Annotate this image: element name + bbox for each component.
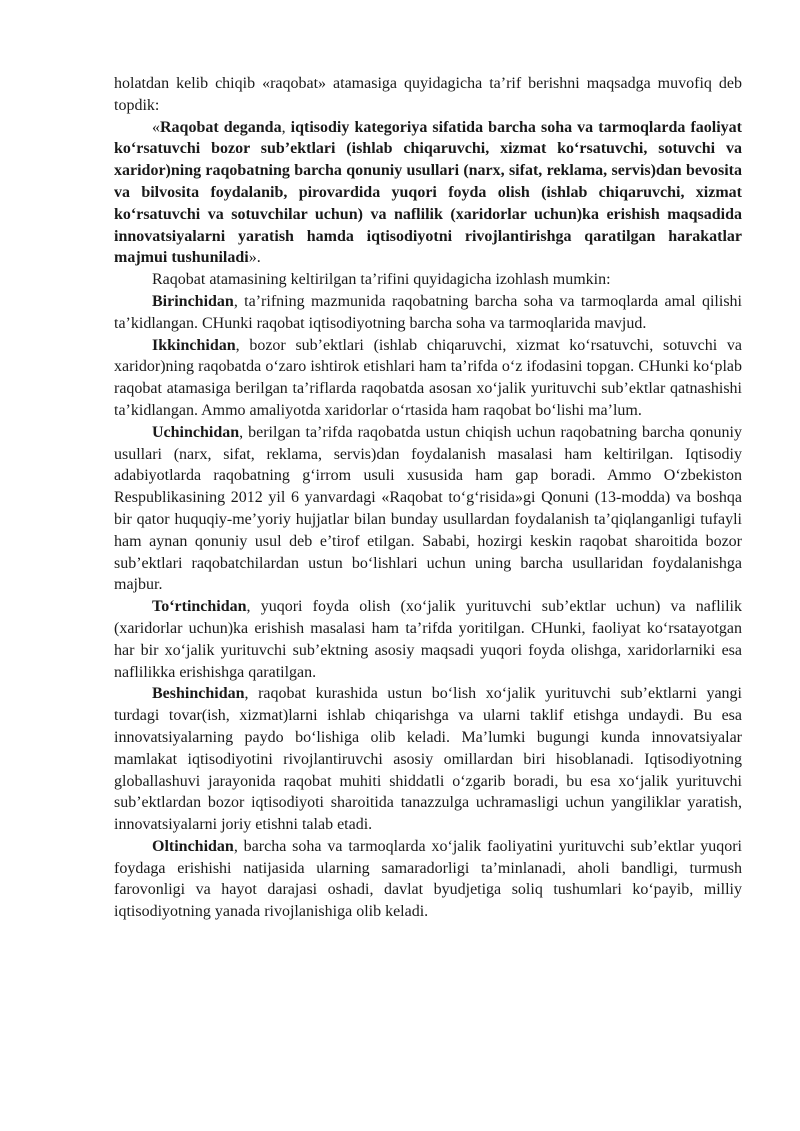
paragraph-text: , bozor sub’ektlari (ishlab chiqaruvchi, xizmat ko‘rsatuvchi, sotuvchi va xaridor)ning raqobatda o‘zaro ishtirok etishlari ham ta’rifda o‘z ifodasini topgan. CHunki ko‘plab raqobat atamasiga berilgan ta’riflarda raqobatda asosan xo‘jalik yurituvchi sub’ektlar qatnashishi ta’kidlangan. Ammo amaliyotda xaridorlar o‘rtasida ham raqobat bo‘lishi ma’lum. xyxy=(114,336,742,419)
paragraph-text: , raqobat kurashida ustun bo‘lish xo‘jalik yurituvchi sub’ektlarni yangi turdagi tovar(ish, xizmat)larni ishlab chiqarishga va ularni taklif etishga undaydi. Bu esa innovatsiyalarning paydo bo‘lishiga olib keladi. Ma’lumki bugungi kunda innovatsiyalar mamlakat iqtisodiyotini rivojlantiruvchi asosiy omillardan biri hisoblanadi. Iqtisodiyotning globallashuvi jarayonida raqobat muhiti shiddatli o‘zgarib boradi, bu esa xo‘jalik yurituvchi sub’ektlardan bozor iqtisodiyoti sharoitida tanazzulga uchramasligi uchun yangiliklar yaratish, innovatsiyalarni joriy etishni talab etadi. xyxy=(114,685,742,834)
paragraph-third xyxy=(114,422,742,596)
definition-body: iqtisodiy kategoriya sifatida barcha soha va tarmoqlarda faoliyat ko‘rsatuvchi bozor sub’ektlari (ishlab chiqaruvchi, xizmat ko‘rsatuvchi, sotuvchi va xaridor)ning raqobatning barcha qonuniy usullari (narx, sifat, reklama, servis)dan bevosita va bilvosita foydalanib, pirovardida yuqori foyda olish (ishlab chiqaruvchi, xizmat ko‘rsatuvchi va sotuvchilar uchun) va naflilik (xaridorlar uchun)ka erishish maqsadida innovatsiyalarni yaratish hamda iqtisodiyotni rivojlantirishga qaratilgan harakatlar majmui tushuniladi xyxy=(114,118,743,267)
paragraph-text: , barcha soha va tarmoqlarda xo‘jalik faoliyatini yurituvchi sub’ektlar yuqori foydaga erishishi natijasida ularning samaradorligi ta’minlanadi, aholi bandligi, turmush farovonligi va hayot darajasi oshadi, davlat byudjetiga soliq tushumlari ko‘payib, milliy iqtisodiyotning yanada rivojlanishiga olib keladi. xyxy=(114,837,742,921)
paragraph-second xyxy=(114,335,742,422)
paragraph-text: , berilgan ta’rifda raqobatda ustun chiqish uchun raqobatning barcha qonuniy usullari (narx, sifat, reklama, servis)dan foydalanish masalasi ham keltirilgan. Iqtisodiy adabiyotlarda raqobatning g‘irrom usuli xususida ham gap boradi. Ammo O‘zbekiston Respublikasining 2012 yil 6 yanvardagi «Raqobat to‘g‘risida»gi Qonuni (13-modda) va boshqa bir qator huquqiy-me’yoriy hujjatlar bilan bunday usullardan foydalanish ta’qiqlanganligi tufayli ham aynan qonuniy usul deb e’tirof etilgan. Sababi, hozirgi keskin raqobat sharoitida bozor sub’ektlari raqobatchilardan ustun bo‘lishlari uchun uning barcha usullaridan foydalanishga majbur. xyxy=(114,423,742,594)
paragraph-explanation-intro xyxy=(114,269,742,291)
paragraph-lead-word: Beshinchidan xyxy=(152,685,245,703)
definition-comma: , xyxy=(281,118,291,136)
paragraph-definition xyxy=(114,117,742,270)
paragraph-text: Raqobat atamasining keltirilgan ta’rifini quyidagicha izohlash mumkin: xyxy=(152,271,611,289)
paragraph-lead-word: Oltinchidan xyxy=(152,837,234,855)
paragraph-sixth xyxy=(114,836,742,923)
paragraph-text: , ta’rifning mazmunida raqobatning barcha soha va tarmoqlarda amal qilishi ta’kidlangan. CHunki raqobat iqtisodiyotning barcha soha va tarmoqlarida mavjud. xyxy=(114,292,742,332)
paragraph-lead-word: Ikkinchidan xyxy=(152,336,236,354)
paragraph-lead-word: To‘rtinchidan xyxy=(152,598,247,616)
definition-open-quote: « xyxy=(152,118,160,136)
paragraph-text: , yuqori foyda olish (xo‘jalik yurituvchi sub’ektlar uchun) va naflilik (xaridorlar uchun)ka erishish masalasi ham ta’rifda yoritilgan. CHunki, faoliyat ko‘rsatayotgan har bir xo‘jalik yurituvchi sub’ektning asosiy maqsadi yuqori foyda olishga, xaridorlarniki esa naflilikka erishishga qaratilgan. xyxy=(114,598,742,681)
definition-term: Raqobat deganda xyxy=(160,118,282,136)
document-page xyxy=(114,73,742,923)
paragraph-lead-word: Uchinchidan xyxy=(152,423,240,441)
paragraph-intro xyxy=(114,73,742,117)
paragraph-fifth xyxy=(114,683,742,836)
definition-close-quote: ». xyxy=(248,249,261,267)
paragraph-text: holatdan kelib chiqib «raqobat» atamasiga quyidagicha ta’rif berishni maqsadga muvofiq deb topdik: xyxy=(114,75,742,114)
paragraph-first xyxy=(114,291,742,335)
paragraph-lead-word: Birinchidan xyxy=(152,292,234,310)
paragraph-fourth xyxy=(114,596,742,683)
